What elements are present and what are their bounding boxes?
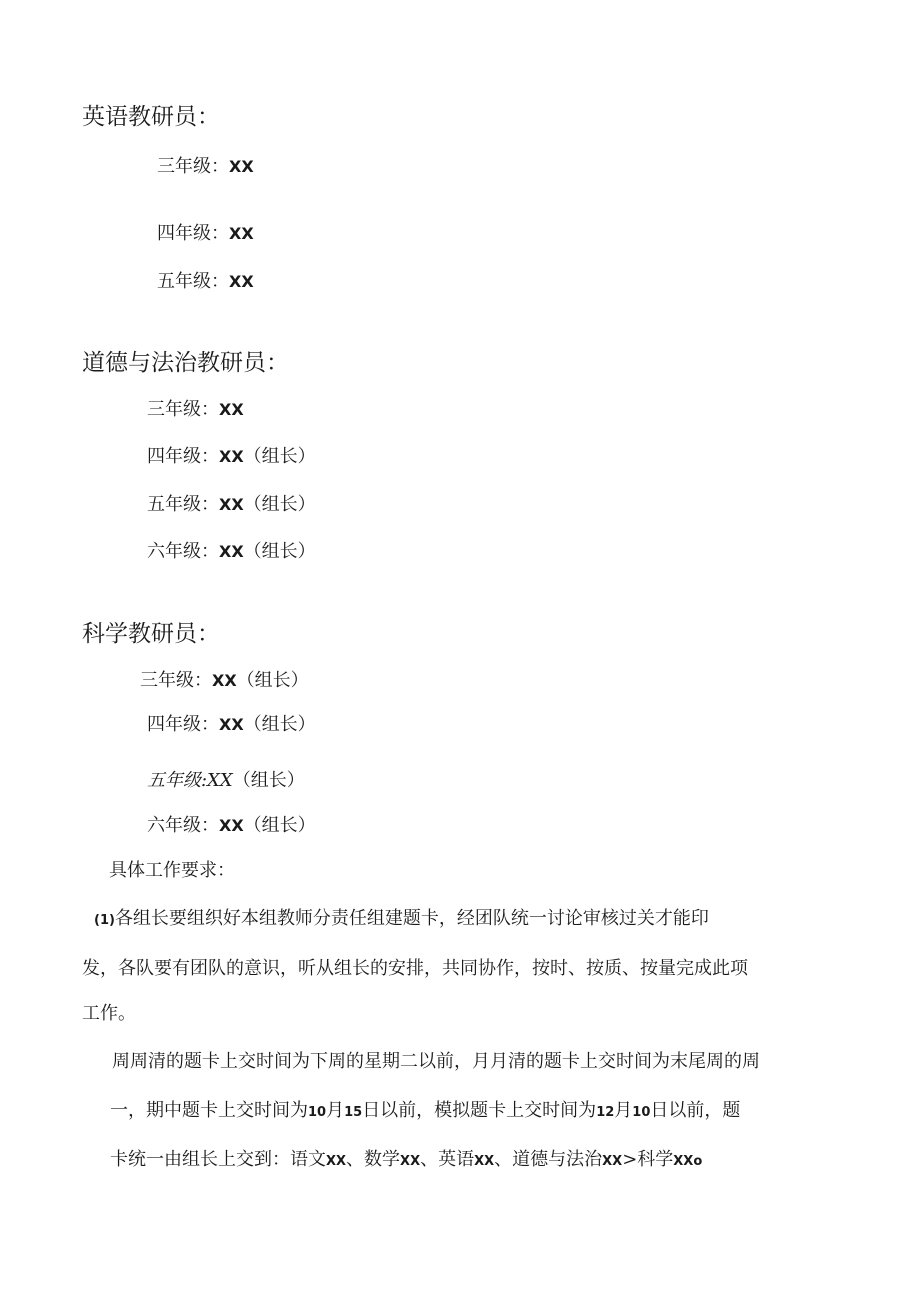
grade-label: 四年级： [157,223,229,244]
teacher-name: XX [212,671,237,690]
deadline-paragraph-line-2 [110,1102,740,1120]
paragraph-text: 月 [614,1100,633,1121]
role-note: （组长） [243,494,316,515]
section-heading-english: 英语教研员： [82,104,220,130]
teacher-name: XX [474,1154,495,1169]
date-number: 12 [596,1105,615,1120]
teacher-name: XX [219,816,244,835]
paragraph-text: 日以前，题 [650,1100,741,1121]
role-note: （组长） [243,541,316,562]
list-marker: (1) [94,913,115,928]
morality-grade-3-row [147,401,244,419]
role-note: （组长） [243,815,316,836]
teacher-name: XX [219,447,244,466]
section-heading-science: 科学教研员： [82,621,220,647]
teacher-name: XX [326,1154,347,1169]
english-grade-3-row [157,158,254,176]
grade-label: 四年级： [147,446,219,467]
grade-label: 五年级: [147,770,208,791]
grade-label: 四年级： [147,714,219,735]
role-note: （组长） [243,714,316,735]
teacher-name: XXo [673,1154,703,1169]
paragraph-text: 各组长要组织好本组教师分责任组建题卡，经团队统一讨论审核过关才能印 [114,908,709,929]
paragraph-text: >科学 [622,1149,674,1170]
teacher-name: XX [229,224,254,243]
morality-grade-5-row [147,496,316,514]
grade-label: 六年级： [147,815,219,836]
grade-label: 三年级： [147,399,219,420]
teacher-name: XX [219,495,244,514]
role-note: （组长） [236,670,309,691]
teacher-name: XX [207,770,233,791]
teacher-name: XX [219,542,244,561]
teacher-name: XX [602,1154,623,1169]
paragraph-text: 一，期中题卡上交时间为 [110,1100,308,1121]
english-grade-4-row [157,225,254,243]
role-note: （组长） [243,446,316,467]
paragraph-text: 、道德与法治 [494,1149,603,1170]
grade-label: 六年级： [147,541,219,562]
morality-grade-4-row [147,448,316,466]
science-grade-6-row [147,817,316,835]
teacher-name: XX [229,272,254,291]
paragraph-text: 日以前，模拟题卡上交时间为 [362,1100,597,1121]
teacher-name: XX [219,715,244,734]
date-number: 10 [632,1105,651,1120]
role-note: （组长） [232,770,305,791]
paragraph-text: 、数学 [346,1149,401,1170]
requirement-1-line-3: 工作。 [82,1003,136,1024]
paragraph-text: 、英语 [420,1149,475,1170]
requirement-1-line-2: 发，各队要有团队的意识，听从组长的安排，共同协作，按时、按质、按量完成此项 [82,958,748,979]
requirement-1-line-1 [94,910,709,928]
teacher-name: XX [219,400,244,419]
science-grade-4-row [147,716,316,734]
grade-label: 五年级： [147,494,219,515]
deadline-paragraph-line-3 [110,1151,702,1169]
paragraph-text: 卡统一由组长上交到：语文 [110,1149,326,1170]
grade-label: 三年级： [140,670,212,691]
paragraph-text: 月 [326,1100,345,1121]
date-number: 15 [344,1105,363,1120]
science-grade-5-row [147,772,305,790]
requirements-heading: 具体工作要求： [109,860,235,881]
english-grade-5-row [157,273,254,291]
date-number: 10 [308,1105,327,1120]
morality-grade-6-row [147,543,316,561]
teacher-name: XX [400,1154,421,1169]
teacher-name: XX [229,157,254,176]
grade-label: 五年级： [157,271,229,292]
deadline-paragraph-line-1: 周周清的题卡上交时间为下周的星期二以前，月月清的题卡上交时间为末尾周的周 [112,1051,760,1072]
grade-label: 三年级： [157,156,229,177]
science-grade-3-row [140,672,309,690]
section-heading-morality: 道德与法治教研员： [82,350,289,376]
